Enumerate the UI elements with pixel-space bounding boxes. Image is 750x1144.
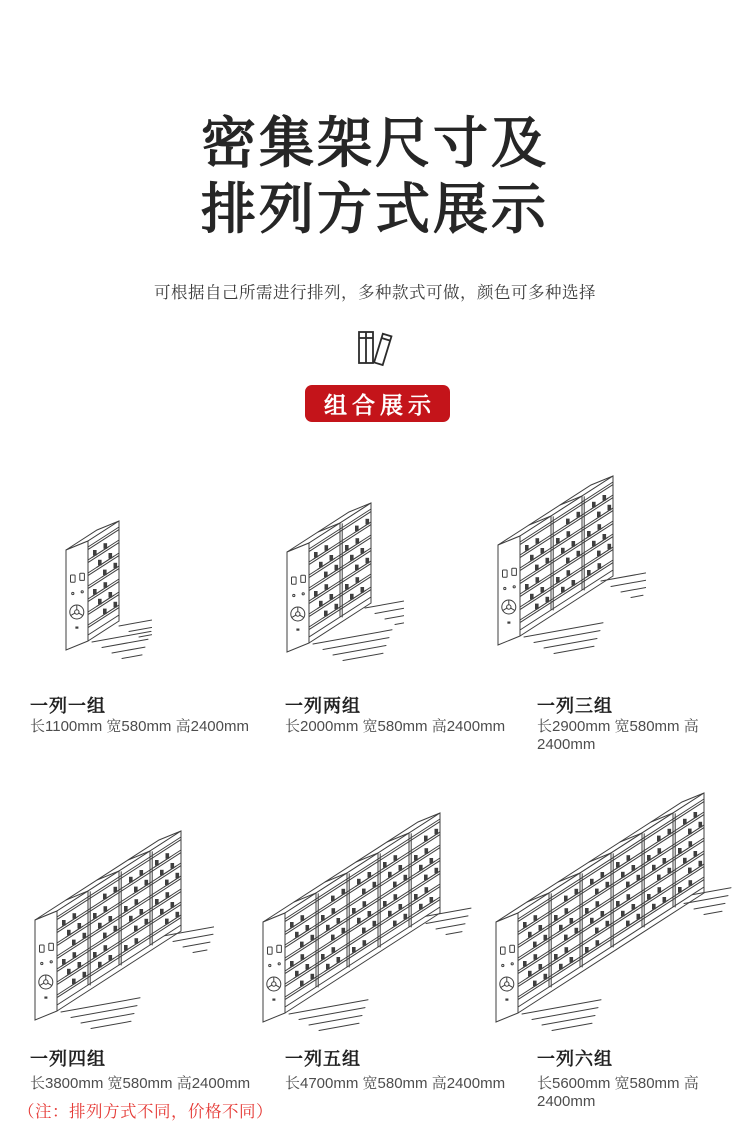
page-title-line2: 排列方式展示 (200, 178, 549, 240)
shelf-figure-6 (495, 792, 737, 1054)
product-name: 一列五组 (285, 1049, 361, 1069)
page-title (0, 110, 750, 242)
page-title-line1: 密集架尺寸及 (200, 112, 549, 174)
product-name: 一列两组 (285, 696, 361, 716)
product-dimensions: 长1100mm 宽580mm 高2400mm (30, 718, 249, 735)
product-dimensions: 长5600mm 宽580mm 高2400mm (537, 1075, 699, 1110)
product-dimensions: 长3800mm 宽580mm 高2400mm (30, 1075, 251, 1092)
product-dimensions: 长2900mm 宽580mm 高2400mm (537, 718, 699, 753)
product-name: 一列六组 (537, 1049, 613, 1069)
price-note: （注：排列方式不同，价格不同） (18, 1103, 273, 1121)
product-name: 一列一组 (30, 696, 106, 716)
books-icon (352, 324, 398, 368)
shelf-figure-3 (497, 475, 646, 677)
shelf-figure-2 (286, 502, 404, 684)
product-name: 一列四组 (30, 1049, 106, 1069)
product-dimensions: 长4700mm 宽580mm 高2400mm (285, 1075, 506, 1092)
shelf-figure-4 (34, 830, 214, 1052)
page-subtitle: 可根据自己所需进行排列，多种款式可做，颜色可多种选择 (154, 284, 596, 302)
combo-display-badge[interactable]: 组合展示 (305, 385, 450, 422)
product-dimensions: 长2000mm 宽580mm 高2400mm (285, 718, 506, 735)
shelf-figure-1 (65, 520, 152, 682)
product-name: 一列三组 (537, 696, 613, 716)
shelf-figure-5 (262, 812, 473, 1054)
